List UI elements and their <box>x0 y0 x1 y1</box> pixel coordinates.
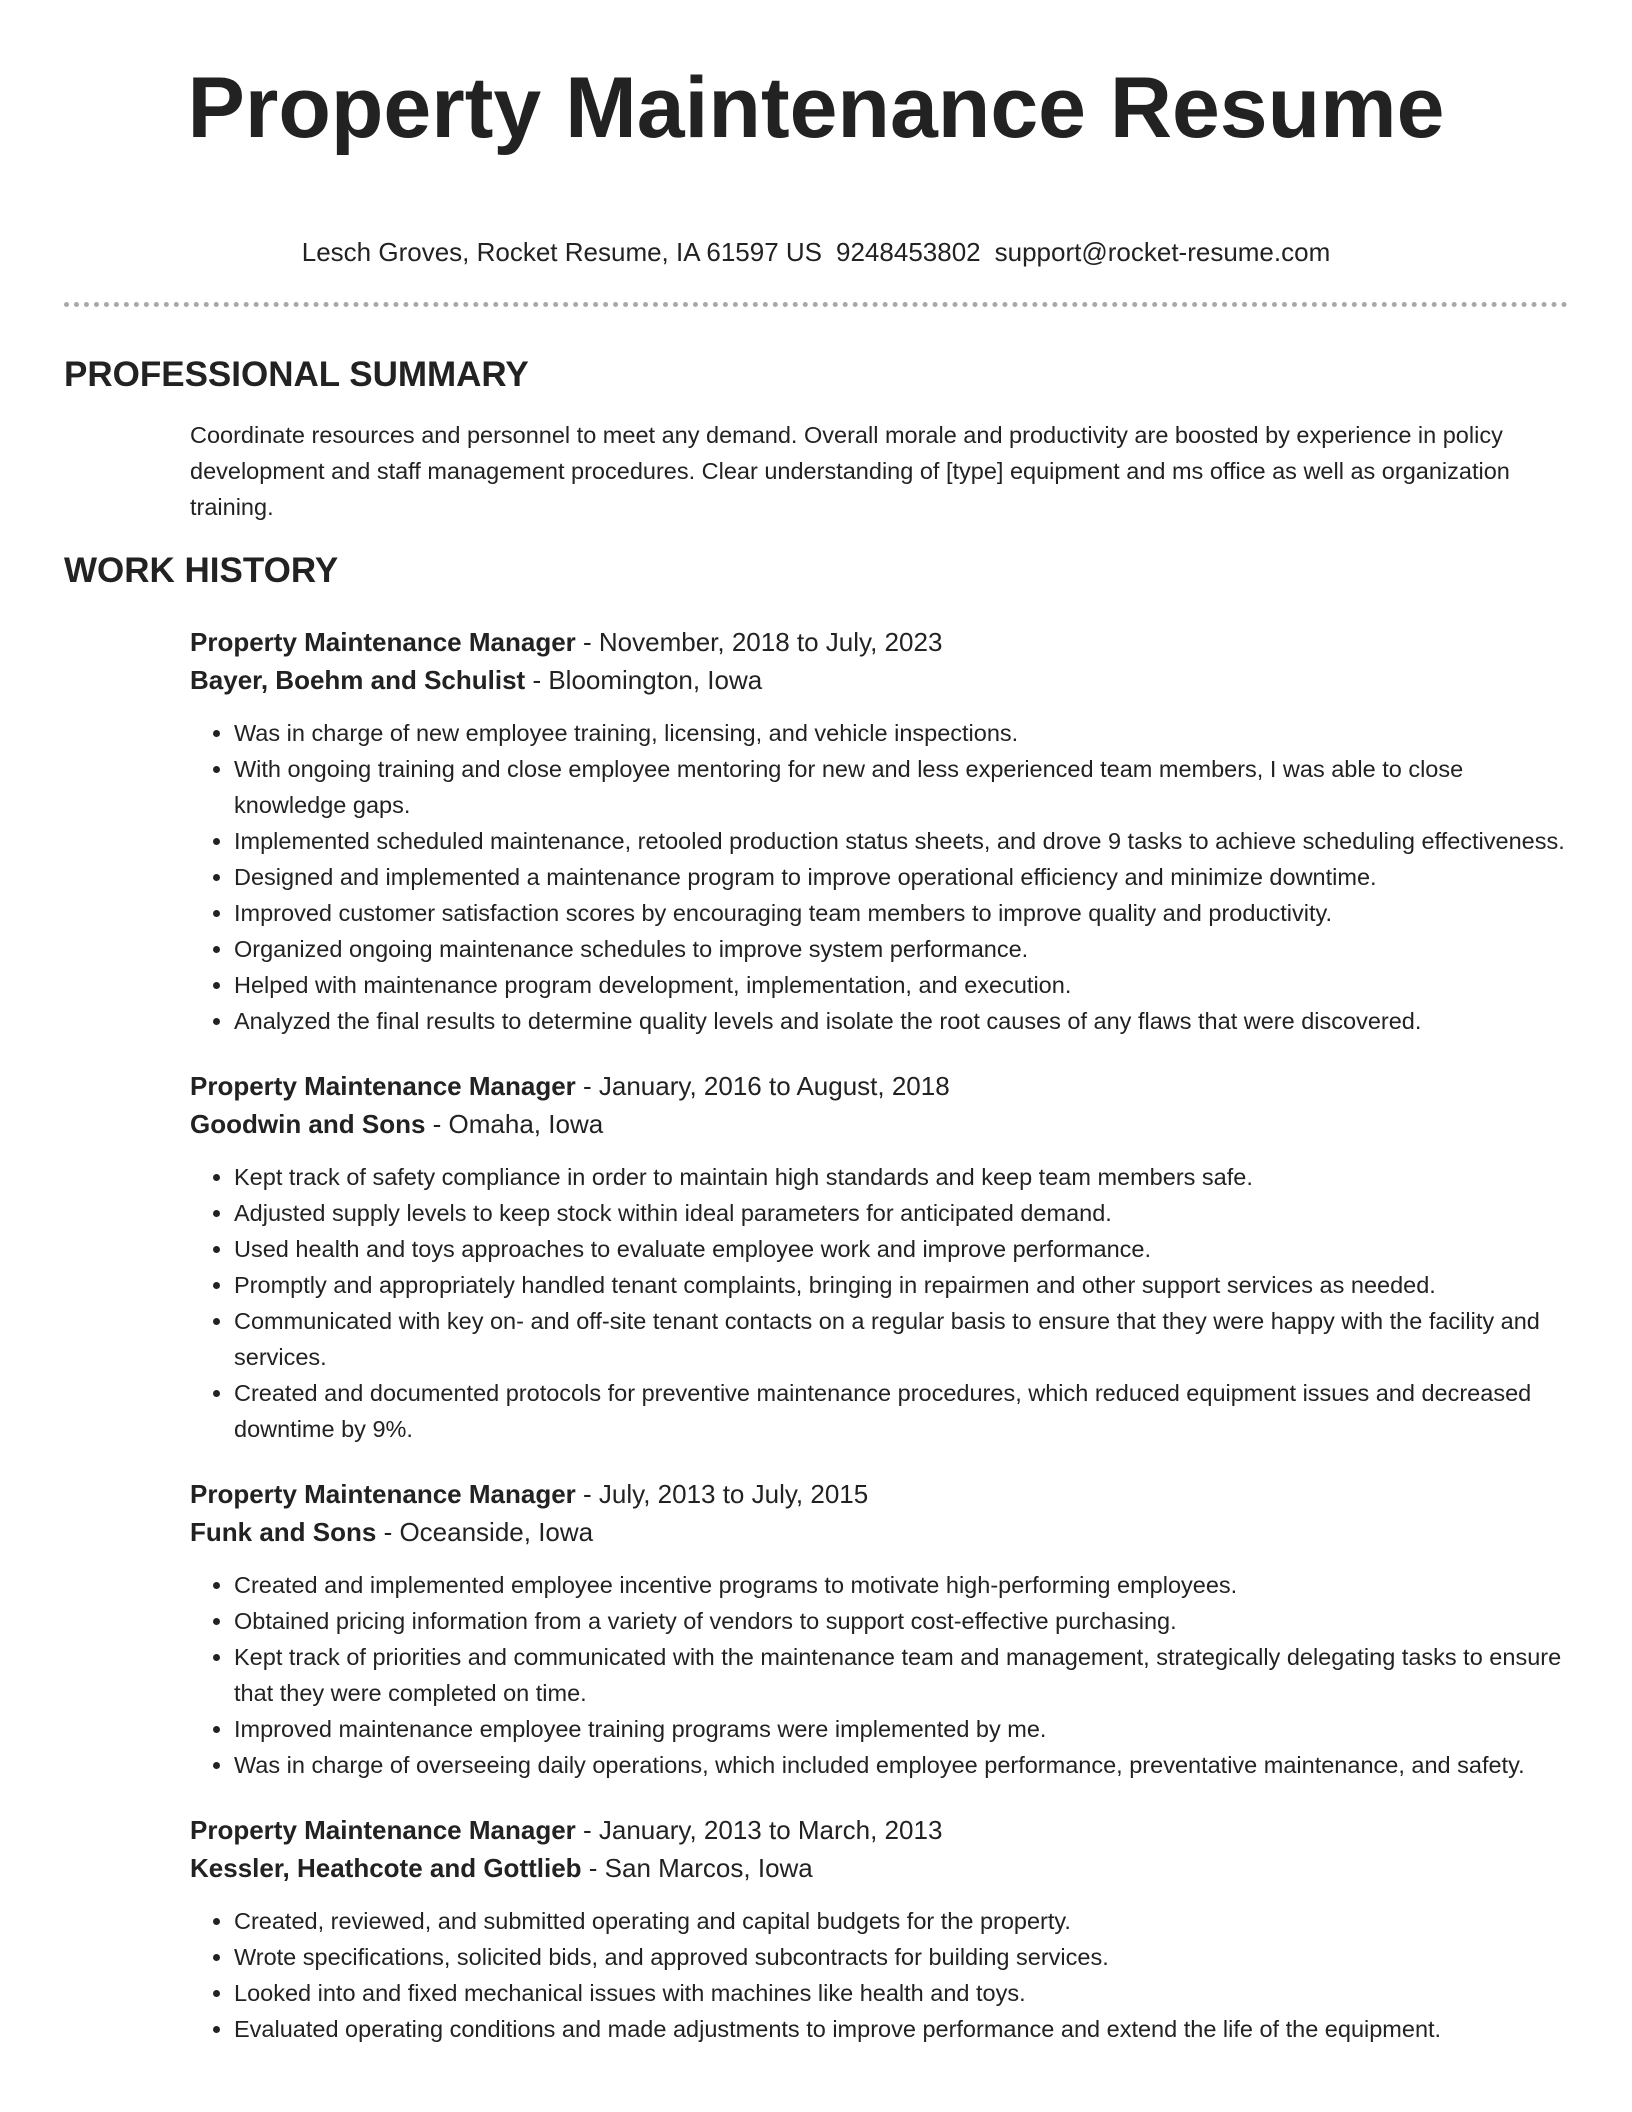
job-company: Bayer, Boehm and Schulist <box>190 665 526 695</box>
job-bullet: • Used health and toys approaches to evaluate employee work and improve performance. <box>234 1231 1568 1267</box>
job-bullets <box>190 715 1568 1039</box>
job-bullet: • Obtained pricing information from a variety of vendors to support cost-effective purchasing. <box>234 1603 1568 1639</box>
job-title: Property Maintenance Manager <box>190 1071 576 1101</box>
professional-summary-text: Coordinate resources and personnel to meet any demand. Overall morale and productivity are boosted by experience in policy development and staff management procedures. Clear understanding of [type] equipment and ms office as well as organization training. <box>190 422 1510 520</box>
job-entry <box>190 1475 1568 1783</box>
job-dates: July, 2013 to July, 2015 <box>598 1479 869 1509</box>
job-entry <box>190 1811 1568 2047</box>
job-company-line: Funk and Sons - Oceanside, Iowa <box>190 1517 594 1547</box>
job-bullet: • Improved customer satisfaction scores by encouraging team members to improve quality and productivity. <box>234 895 1568 931</box>
job-company: Goodwin and Sons <box>190 1109 426 1139</box>
job-bullet: • Promptly and appropriately handled tenant complaints, bringing in repairmen and other support services as needed. <box>234 1267 1568 1303</box>
job-bullet: • Communicated with key on- and off-site tenant contacts on a regular basis to ensure that they were happy with the facility and services. <box>234 1303 1568 1375</box>
job-bullet: • Evaluated operating conditions and made adjustments to improve performance and extend the life of the equipment. <box>234 2011 1568 2047</box>
job-bullet: • Implemented scheduled maintenance, retooled production status sheets, and drove 9 tasks to achieve scheduling effectiveness. <box>234 823 1568 859</box>
job-bullet: • With ongoing training and close employee mentoring for new and less experienced team members, I was able to close knowledge gaps. <box>234 751 1568 823</box>
job-title-line: Property Maintenance Manager - January, 2013 to March, 2013 <box>190 1815 943 1845</box>
job-bullet: • Designed and implemented a maintenance program to improve operational efficiency and minimize downtime. <box>234 859 1568 895</box>
job-location: Oceanside, Iowa <box>399 1517 594 1547</box>
job-bullet: • Created, reviewed, and submitted operating and capital budgets for the property. <box>234 1903 1568 1939</box>
contact-email: support@rocket-resume.com <box>994 237 1331 267</box>
professional-summary-heading: PROFESSIONAL SUMMARY <box>64 355 529 394</box>
job-title-line: Property Maintenance Manager - November, 2018 to July, 2023 <box>190 627 943 657</box>
job-bullet: • Looked into and fixed mechanical issues with machines like health and toys. <box>234 1975 1568 2011</box>
job-company-line: Goodwin and Sons - Omaha, Iowa <box>190 1109 604 1139</box>
job-bullet: • Kept track of safety compliance in order to maintain high standards and keep team members safe. <box>234 1159 1568 1195</box>
job-bullet: • Organized ongoing maintenance schedules to improve system performance. <box>234 931 1568 967</box>
job-bullet: • Created and documented protocols for preventive maintenance procedures, which reduced equipment issues and decreased downtime by 9%. <box>234 1375 1568 1447</box>
job-title-line: Property Maintenance Manager - January, 2016 to August, 2018 <box>190 1071 950 1101</box>
job-bullets <box>190 1567 1568 1783</box>
job-bullet: • Wrote specifications, solicited bids, and approved subcontracts for building services. <box>234 1939 1568 1975</box>
job-bullet: • Kept track of priorities and communicated with the maintenance team and management, strategically delegating tasks to ensure that they were completed on time. <box>234 1639 1568 1711</box>
job-entry <box>190 1067 1568 1447</box>
contact-line <box>64 236 1568 268</box>
job-title: Property Maintenance Manager <box>190 627 576 657</box>
job-location: Bloomington, Iowa <box>548 665 763 695</box>
job-bullet: • Created and implemented employee incentive programs to motivate high-performing employees. <box>234 1567 1568 1603</box>
job-bullets <box>190 1903 1568 2047</box>
job-bullet: • Adjusted supply levels to keep stock within ideal parameters for anticipated demand. <box>234 1195 1568 1231</box>
job-bullets <box>190 1159 1568 1447</box>
work-history-heading: WORK HISTORY <box>64 551 339 590</box>
job-company-line: Bayer, Boehm and Schulist - Bloomington, Iowa <box>190 665 763 695</box>
header-divider <box>64 302 1568 307</box>
job-bullet: • Analyzed the final results to determine quality levels and isolate the root causes of any flaws that were discovered. <box>234 1003 1568 1039</box>
job-location: San Marcos, Iowa <box>604 1853 813 1883</box>
job-title: Property Maintenance Manager <box>190 1479 576 1509</box>
job-bullet: • Helped with maintenance program development, implementation, and execution. <box>234 967 1568 1003</box>
work-history-list <box>190 623 1568 2047</box>
job-company-line: Kessler, Heathcote and Gottlieb - San Marcos, Iowa <box>190 1853 813 1883</box>
contact-phone: 9248453802 <box>836 237 981 267</box>
job-entry <box>190 623 1568 1039</box>
job-bullet: • Improved maintenance employee training programs were implemented by me. <box>234 1711 1568 1747</box>
job-company: Funk and Sons <box>190 1517 377 1547</box>
job-title: Property Maintenance Manager <box>190 1815 576 1845</box>
job-location: Omaha, Iowa <box>448 1109 604 1139</box>
job-title-line: Property Maintenance Manager - July, 2013 to July, 2015 <box>190 1479 869 1509</box>
job-bullet: • Was in charge of new employee training, licensing, and vehicle inspections. <box>234 715 1568 751</box>
job-dates: January, 2016 to August, 2018 <box>598 1071 950 1101</box>
job-bullet: • Was in charge of overseeing daily operations, which included employee performance, preventative maintenance, and safety. <box>234 1747 1568 1783</box>
job-dates: January, 2013 to March, 2013 <box>598 1815 943 1845</box>
job-dates: November, 2018 to July, 2023 <box>598 627 943 657</box>
contact-address: Lesch Groves, Rocket Resume, IA 61597 US <box>301 237 823 267</box>
resume-title: Property Maintenance Resume <box>187 60 1445 156</box>
job-company: Kessler, Heathcote and Gottlieb <box>190 1853 582 1883</box>
